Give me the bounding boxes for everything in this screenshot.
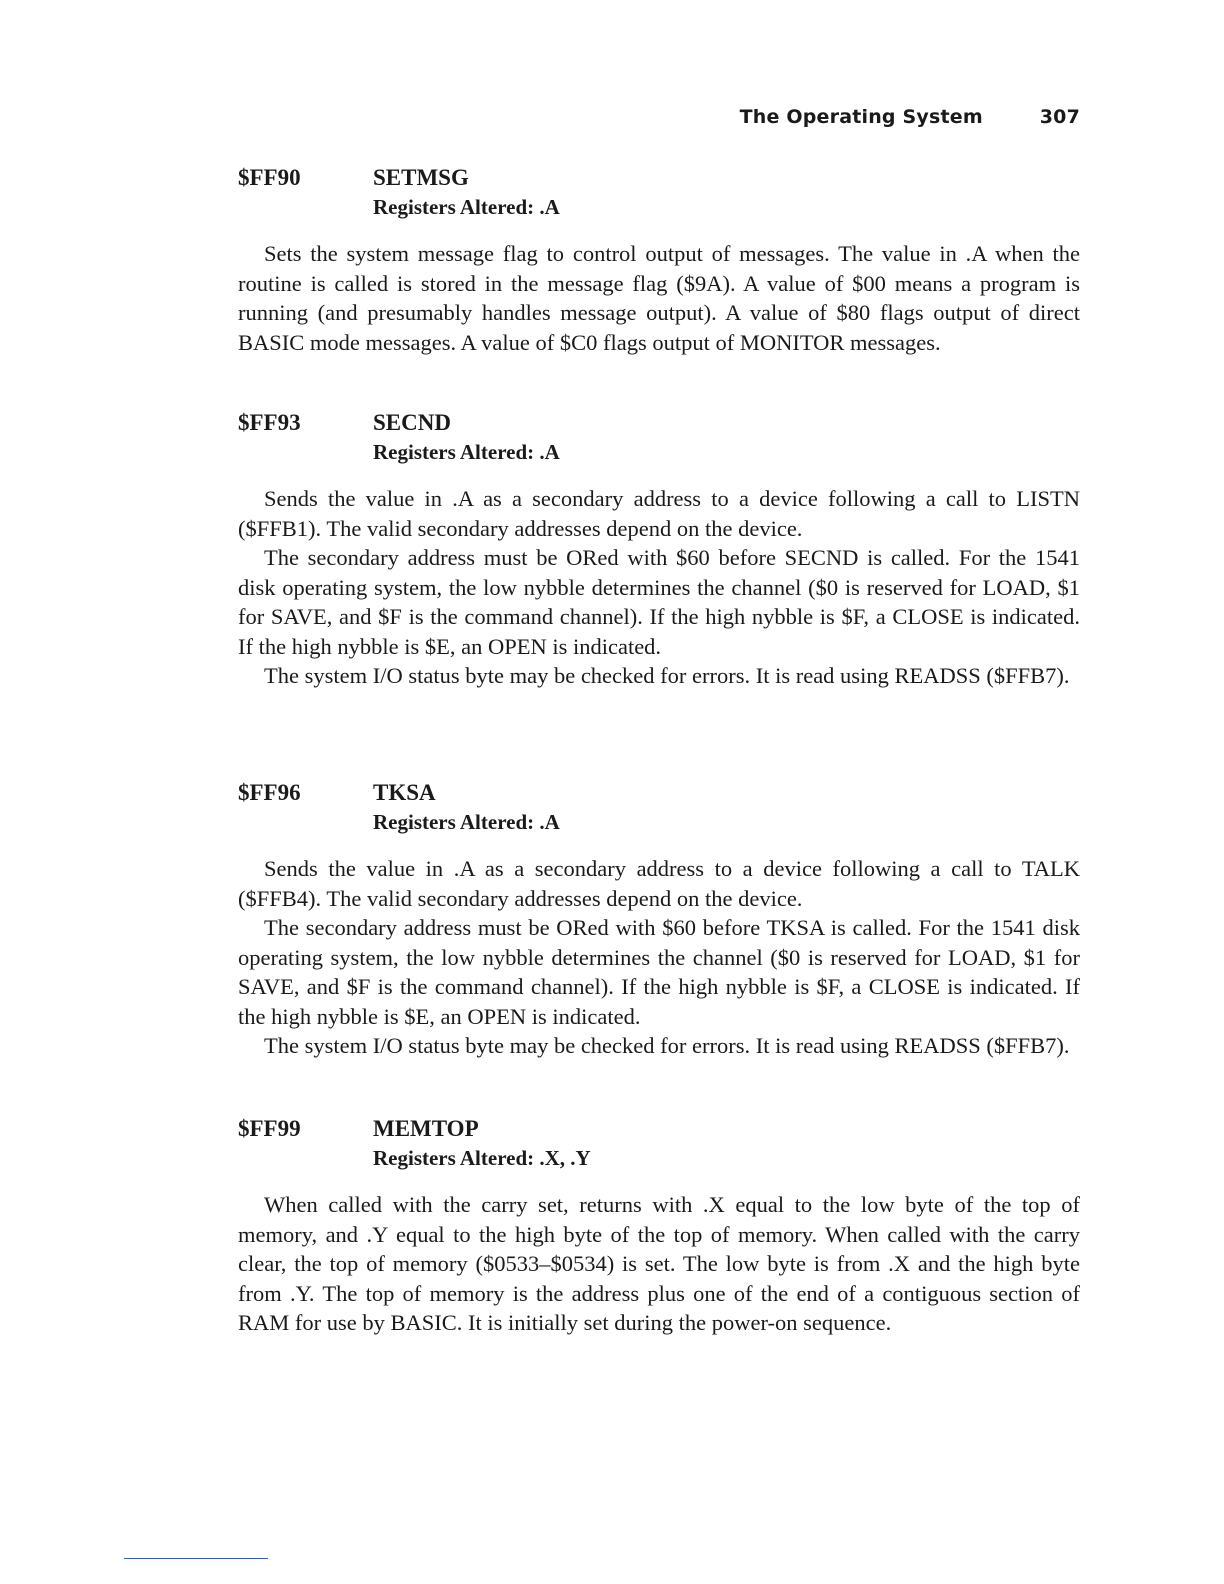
paragraph: When called with the carry set, returns with .X equal to the low byte of the top of memory, and .Y equal to the high byte of the top of memory. When called with the carry clear, the top of memory ($0533–$0534) is set. The low byte is from .X and the high byte from .Y. The top of memory is the address plus one of the end of a contiguous section of RAM for use by BASIC. It is initially set during the power-on sequence.: [238, 1192, 1080, 1335]
entry-heading: [238, 1116, 1080, 1178]
entry-setmsg: [238, 165, 1080, 357]
entry-address: $FF93: [238, 410, 301, 435]
entry-routine-name: MEMTOP: [373, 1116, 479, 1141]
paragraph: The system I/O status byte may be checked for errors. It is read using READSS ($FFB7).: [264, 663, 1070, 688]
entry-address: $FF90: [238, 165, 301, 190]
entry-registers: Registers Altered: .A: [373, 195, 560, 219]
entry-body: [238, 1190, 1080, 1338]
paragraph: Sets the system message flag to control output of messages. The value in .A when the routine is called is stored in the message flag ($9A). A value of $00 means a program is running (and presumably handles message output). A value of $80 flags output of direct BASIC mode messages. A value of $C0 flags output of MONITOR messages.: [238, 241, 1080, 355]
entry-address: $FF96: [238, 780, 301, 805]
entry-heading: [238, 165, 1080, 227]
running-head-title: The Operating System: [739, 106, 983, 128]
entry-memtop: [238, 1116, 1080, 1338]
entry-secnd: [238, 410, 1080, 691]
page-number: 307: [1039, 106, 1080, 128]
paragraph: The system I/O status byte may be checked for errors. It is read using READSS ($FFB7).: [264, 1033, 1070, 1058]
footnote-rule: [124, 1558, 268, 1559]
entry-heading: [238, 410, 1080, 472]
entry-body: [238, 854, 1080, 1061]
entry-registers: Registers Altered: .A: [373, 440, 560, 464]
entry-registers: Registers Altered: .X, .Y: [373, 1146, 591, 1170]
entry-body: [238, 484, 1080, 691]
entry-routine-name: TKSA: [373, 780, 436, 805]
entry-tksa: [238, 780, 1080, 1061]
entry-registers: Registers Altered: .A: [373, 810, 560, 834]
paragraph: Sends the value in .A as a secondary address to a device following a call to TALK ($FFB4). The valid secondary addresses depend on the device.: [238, 856, 1080, 911]
entry-address: $FF99: [238, 1116, 301, 1141]
entry-routine-name: SECND: [373, 410, 451, 435]
paragraph: The secondary address must be ORed with $60 before SECND is called. For the 1541 disk operating system, the low nybble determines the channel ($0 is reserved for LOAD, $1 for SAVE, and $F is the command channel). If the high nybble is $F, a CLOSE is indicated. If the high nybble is $E, an OPEN is indicated.: [238, 545, 1080, 659]
paragraph: Sends the value in .A as a secondary address to a device following a call to LISTN ($FFB1). The valid secondary addresses depend on the device.: [238, 486, 1080, 541]
entry-heading: [238, 780, 1080, 842]
paragraph: The secondary address must be ORed with $60 before TKSA is called. For the 1541 disk operating system, the low nybble determines the channel ($0 is reserved for LOAD, $1 for SAVE, and $F is the command channel). If the high nybble is $F, a CLOSE is indicated. If the high nybble is $E, an OPEN is indicated.: [238, 915, 1080, 1029]
running-head: [560, 106, 1080, 128]
entry-body: [238, 239, 1080, 357]
entry-routine-name: SETMSG: [373, 165, 469, 190]
